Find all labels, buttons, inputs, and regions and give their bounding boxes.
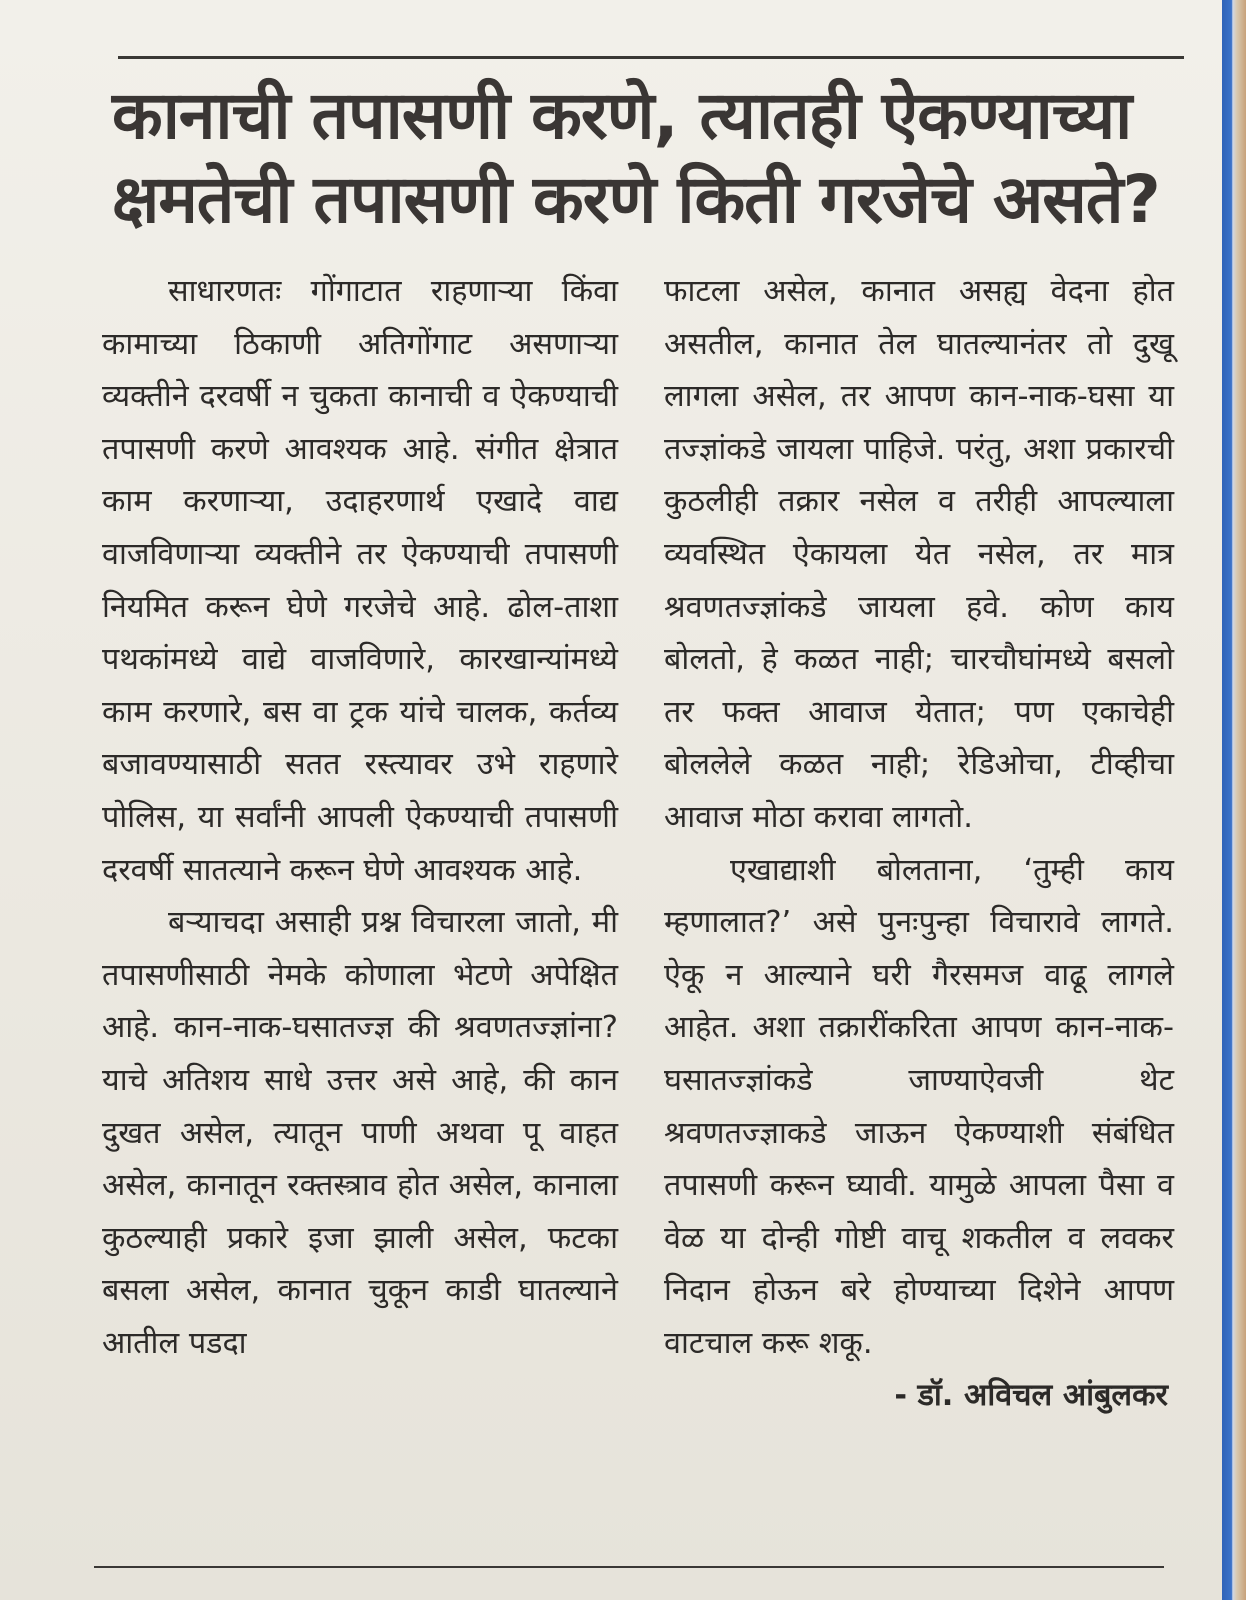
headline-line-2: क्षमतेची तपासणी करणे किती गरजेचे असते? [112,161,1160,238]
left-paragraph-1: साधारणतः गोंगाटात राहणाऱ्या किंवा कामाच्या ठिकाणी अतिगोंगाट असणाऱ्या व्यक्तीने दरवर्षी न चुकता कानाची व ऐकण्याची तपासणी करणे आवश्यक आहे. संगीत क्षेत्रात काम करणाऱ्या, उदाहरणार्थ एखादे वाद्य वाजविणाऱ्या व्यक्तीने तर ऐकण्याची तपासणी नियमित करून घेणे गरजेचे आहे. ढोल-ताशा पथकांमध्ये वाद्ये वाजविणारे, कारखान्यांमध्ये काम करणारे, बस वा ट्रक यांचे चालक, कर्तव्य बजावण्यासाठी सतत रस्त्यावर उभे राहणारे पोलिस, या सर्वांनी आपली ऐकण्याची तपासणी दरवर्षी सातत्याने करून घेणे आवश्यक आहे. [102,274,618,888]
right-paragraph-1: फाटला असेल, कानात असह्य वेदना होत असतील, कानात तेल घातल्यानंतर तो दुखू लागला असेल, तर आपण कान-नाक-घसा या तज्ज्ञांकडे जायला पाहिजे. परंतु, अशा प्रकारची कुठलीही तक्रार नसेल व तरीही आपल्याला व्यवस्थित ऐकायला येत नसेल, तर मात्र श्रवणतज्ज्ञांकडे जायला हवे. कोण काय बोलतो, हे कळत नाही; चारचौघांमध्ये बसलो तर फक्त आवाज येतात; पण एकाचेही बोललेले कळत नाही; रेडिओचा, टीव्हीचा आवाज मोठा करावा लागतो. [664,274,1174,835]
top-divider [118,56,1184,59]
right-column [664,266,1174,1423]
bottom-divider [94,1566,1164,1568]
headline-line-1: कानाची तपासणी करणे, त्यातही ऐकण्याच्या [112,77,1132,154]
author-byline: - डॉ. अविचल आंबुलकर [894,1378,1168,1414]
left-paragraph-2: बऱ्याचदा असाही प्रश्न विचारला जातो, मी तपासणीसाठी नेमके कोणाला भेटणे अपेक्षित आहे. कान-नाक-घसातज्ज्ञ की श्रवणतज्ज्ञांना? याचे अतिशय साधे उत्तर असे आहे, की कान दुखत असेल, त्यातून पाणी अथवा पू वाहत असेल, कानातून रक्तस्त्राव होत असेल, कानाला कुठल्याही प्रकारे इजा झाली असेल, फटका बसला असेल, कानात चुकून काडी घातल्याने आतील पडदा [102,905,618,1361]
right-paragraph-2: एखाद्याशी बोलताना, ‘तुम्ही काय म्हणालात?’ असे पुनःपुन्हा विचारावे लागते. ऐकू न आल्याने घरी गैरसमज वाढू लागले आहेत. अशा तक्रारींकरिता आपण कान-नाक-घसातज्ज्ञांकडे जाण्याऐवजी थेट श्रवणतज्ज्ञाकडे जाऊन ऐकण्याशी संबंधित तपासणी करून घ्यावी. यामुळे आपला पैसा व वेळ या दोन्ही गोष्टी वाचू शकतील व लवकर निदान होऊन बरे होण्याच्या दिशेने आपण वाटचाल करू शकू. [664,852,1174,1361]
page-edge-background [1222,0,1246,1600]
left-column [102,266,618,1370]
article-headline [112,74,1192,242]
